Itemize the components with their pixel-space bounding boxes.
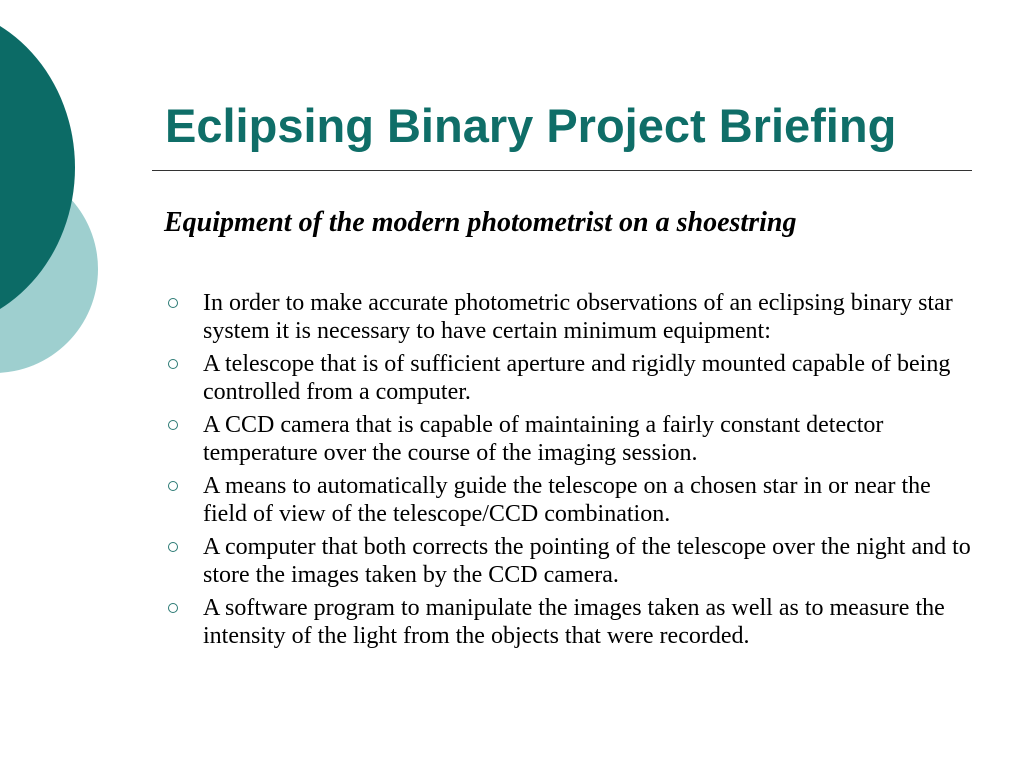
bullet-item [164,351,974,406]
hollow-circle-bullet-icon [168,359,178,369]
hollow-circle-bullet-icon [168,603,178,613]
hollow-circle-bullet-icon [168,542,178,552]
bullet-item [164,290,974,345]
bullet-text: A CCD camera that is capable of maintaining a fairly constant detector temperature over the course of the imaging session. [203,412,884,466]
bullet-item [164,473,974,528]
bullet-text: A means to automatically guide the telescope on a chosen star in or near the field of view of the telescope/CCD combination. [203,473,931,527]
bullet-text: A software program to manipulate the images taken as well as to measure the intensity of the light from the objects that were recorded. [203,595,945,649]
bullet-text: In order to make accurate photometric observations of an eclipsing binary star system it is necessary to have certain minimum equipment: [203,290,953,344]
hollow-circle-bullet-icon [168,481,178,491]
title-divider [152,170,972,171]
bullet-text: A computer that both corrects the pointing of the telescope over the night and to store the images taken by the CCD camera. [203,534,971,588]
bullet-item [164,534,974,589]
slide-subtitle: Equipment of the modern photometrist on a shoestring [164,207,797,238]
bullet-text: A telescope that is of sufficient aperture and rigidly mounted capable of being controlled from a computer. [203,351,951,405]
bullet-item [164,412,974,467]
hollow-circle-bullet-icon [168,420,178,430]
hollow-circle-bullet-icon [168,298,178,308]
slide-title: Eclipsing Binary Project Briefing [165,99,897,152]
bullet-list [164,290,974,656]
bullet-item [164,595,974,650]
